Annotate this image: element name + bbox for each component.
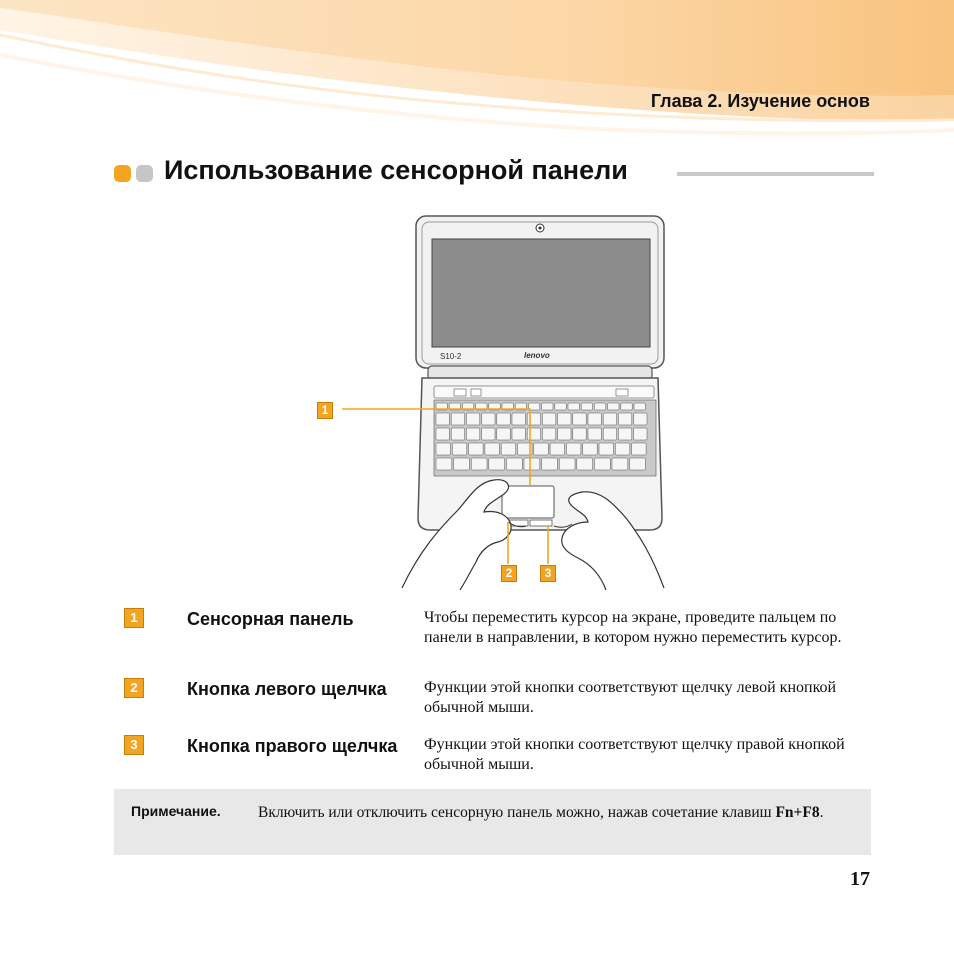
keyboard-key	[588, 428, 601, 440]
keyboard-key	[489, 458, 505, 470]
laptop-illustration	[300, 210, 680, 590]
note-label: Примечание.	[131, 803, 221, 819]
item-term: Кнопка правого щелчка	[187, 736, 398, 756]
keyboard-key	[603, 428, 616, 440]
keyboard-key	[573, 428, 586, 440]
item-term: Кнопка левого щелчка	[187, 679, 387, 699]
keyboard-key	[454, 458, 470, 470]
section-title: Использование сенсорной панели	[164, 155, 628, 185]
keyboard-key	[452, 443, 467, 455]
keyboard-key	[469, 443, 484, 455]
note-key-combo: Fn+F8	[775, 804, 820, 821]
chapter-header: Глава 2. Изучение основ	[650, 91, 870, 111]
note-body: Включить или отключить сенсорную панель можно, нажав сочетание клавиш	[258, 804, 772, 821]
keyboard-key	[542, 428, 555, 440]
keyboard-key	[599, 443, 614, 455]
keyboard-key	[506, 458, 522, 470]
keyboard-key	[634, 403, 645, 410]
keyboard-key	[581, 403, 592, 410]
keyboard-key	[436, 443, 451, 455]
item-number-badge: 1	[124, 608, 144, 628]
keyboard-key	[436, 428, 449, 440]
keyboard-key	[618, 413, 631, 425]
keyboard-key	[558, 428, 571, 440]
keyboard-key	[542, 403, 553, 410]
keyboard-key	[573, 413, 586, 425]
callout-2: 2	[501, 565, 517, 582]
keyboard-key	[466, 428, 479, 440]
keyboard-key	[482, 413, 495, 425]
keyboard-key	[534, 443, 549, 455]
title-rule	[677, 172, 874, 176]
keyboard-key	[524, 458, 540, 470]
keyboard-key	[466, 413, 479, 425]
section-heading	[114, 152, 874, 192]
keyboard-key	[618, 428, 631, 440]
item-number-badge: 2	[124, 678, 144, 698]
keyboard-key	[621, 403, 632, 410]
header-decoration	[0, 0, 954, 140]
note-box	[114, 789, 871, 855]
item-description: Функции этой кнопки соответствуют щелчку левой кнопкой обычной мыши.	[424, 679, 837, 716]
keyboard-key	[632, 443, 647, 455]
table-row	[124, 606, 864, 672]
brand-label: lenovo	[524, 351, 550, 360]
gray-bullet-icon	[136, 165, 153, 182]
keyboard-key	[634, 428, 647, 440]
keyboard-key	[612, 458, 628, 470]
keyboard-key	[559, 458, 575, 470]
keyboard-key	[451, 413, 464, 425]
keyboard-key	[451, 428, 464, 440]
table-row	[124, 733, 864, 789]
keyboard-key	[512, 413, 525, 425]
keyboard-key	[615, 443, 630, 455]
keyboard-key	[634, 413, 647, 425]
keyboard-key	[482, 428, 495, 440]
callout-1: 1	[317, 402, 333, 419]
keyboard-key	[603, 413, 616, 425]
item-description: Чтобы переместить курсор на экране, проведите пальцем по панели в направлении, в котором нужно переместить курсор.	[424, 609, 842, 646]
keyboard-key	[550, 443, 565, 455]
keyboard-key	[497, 428, 510, 440]
keyboard-key	[568, 403, 579, 410]
keyboard-key	[501, 443, 516, 455]
keyboard-key	[588, 413, 601, 425]
item-number-badge: 3	[124, 735, 144, 755]
item-term: Сенсорная панель	[187, 609, 354, 629]
keyboard-key	[594, 458, 610, 470]
keyboard-key	[577, 458, 593, 470]
keyboard-key	[608, 403, 619, 410]
keyboard-key	[566, 443, 581, 455]
page-number: 17	[850, 868, 870, 890]
keyboard-key	[583, 443, 598, 455]
keyboard-key	[542, 413, 555, 425]
orange-bullet-icon	[114, 165, 131, 182]
item-description: Функции этой кнопки соответствуют щелчку правой кнопкой обычной мыши.	[424, 736, 845, 773]
keyboard-key	[497, 413, 510, 425]
keyboard-key	[512, 428, 525, 440]
keyboard-key	[594, 403, 605, 410]
keyboard-key	[436, 458, 452, 470]
keyboard-key	[558, 413, 571, 425]
callout-3: 3	[540, 565, 556, 582]
keyboard-key	[630, 458, 646, 470]
keyboard-key	[542, 458, 558, 470]
note-tail: .	[819, 804, 824, 821]
keyboard-key	[471, 458, 487, 470]
note-text	[258, 803, 858, 823]
keyboard-key	[555, 403, 566, 410]
keyboard-key	[436, 413, 449, 425]
keyboard-key	[485, 443, 500, 455]
model-label: S10-2	[440, 352, 462, 361]
table-row	[124, 676, 864, 732]
